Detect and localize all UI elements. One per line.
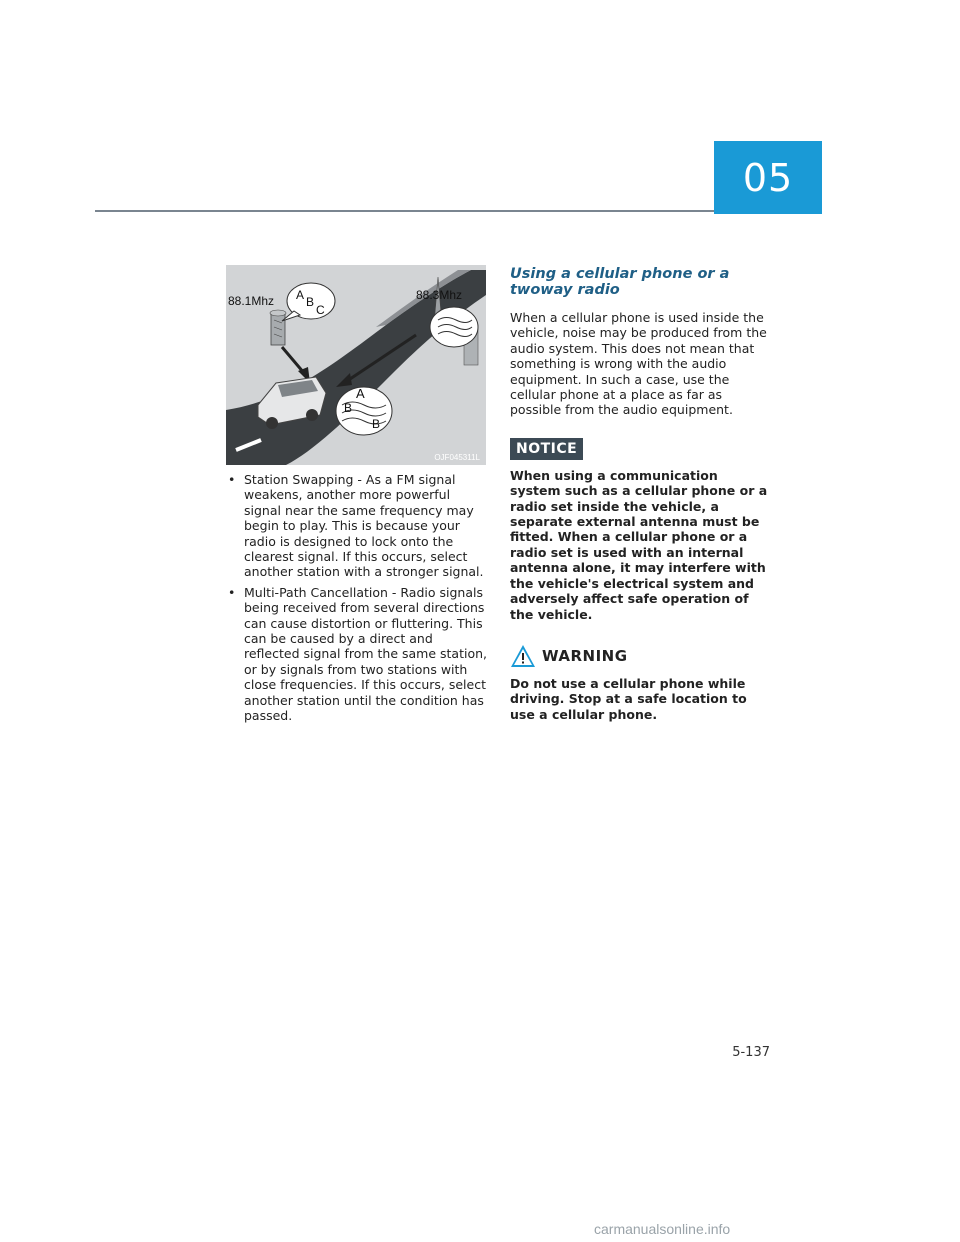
watermark: carmanualsonline.info — [594, 1221, 731, 1237]
bubble-letter: B — [344, 401, 353, 415]
fm-signal-illustration — [226, 265, 486, 465]
chapter-tab — [714, 141, 822, 214]
bubble-letter: C — [316, 303, 325, 317]
right-column — [510, 266, 768, 722]
chapter-number: 05 — [742, 155, 794, 200]
warning-label: WARNING — [542, 646, 628, 665]
frequency-label-right: 88.3Mhz — [416, 288, 463, 302]
warning-text: Do not use a cellular phone while driving. Stop at a safe location to use a cellular phone. — [510, 675, 747, 722]
warning-header — [510, 644, 768, 668]
frequency-label-left: 88.1Mhz — [228, 294, 275, 308]
list-item — [226, 472, 488, 580]
bubble-letter: B — [372, 417, 381, 431]
list-item-text: Station Swapping - As a FM signal weakens, another more powerful signal near the same frequency may begin to play. This is because your radio is designed to lock onto the clearest signal. If this occurs, select another station with a stronger signal. — [244, 472, 484, 580]
bullet-list — [226, 472, 488, 729]
bubble-letter: A — [356, 386, 365, 401]
warning-triangle-icon — [510, 644, 536, 668]
notice-text: When using a communication system such as a cellular phone or a radio set inside the vehicle, a separate external antenna must be fitted. When a cellular phone or a radio set is used with an internal antenna alone, it may interfere with the vehicle's electrical system and adversely affect safe operation of the vehicle. — [510, 467, 768, 622]
section-heading: Using a cellular phone or a twoway radio — [510, 266, 730, 298]
list-item-text: Multi-Path Cancellation - Radio signals being received from several directions can cause distortion or fluttering. This can be caused by a direct and reflected signal from the same station, or by signals from two stations with close frequencies. If this occurs, select another station until the condition has passed. — [244, 584, 487, 724]
header-rule — [95, 210, 714, 212]
bubble-letter: A — [296, 288, 305, 302]
bubble-letter: B — [306, 295, 315, 309]
figure-code: OJF045311L — [434, 453, 480, 462]
notice-label: NOTICE — [510, 438, 583, 460]
bullet-symbol: • — [228, 472, 236, 487]
bullet-symbol: • — [228, 584, 236, 600]
section-body: When a cellular phone is used inside the vehicle, noise may be produced from the audio system. This does not mean that something is wrong with the audio equipment. In such a case, use the cellular phone at a place as far as possible from the audio equipment. — [510, 310, 767, 418]
list-item — [226, 585, 488, 724]
page-number: 5-137 — [732, 1045, 770, 1060]
